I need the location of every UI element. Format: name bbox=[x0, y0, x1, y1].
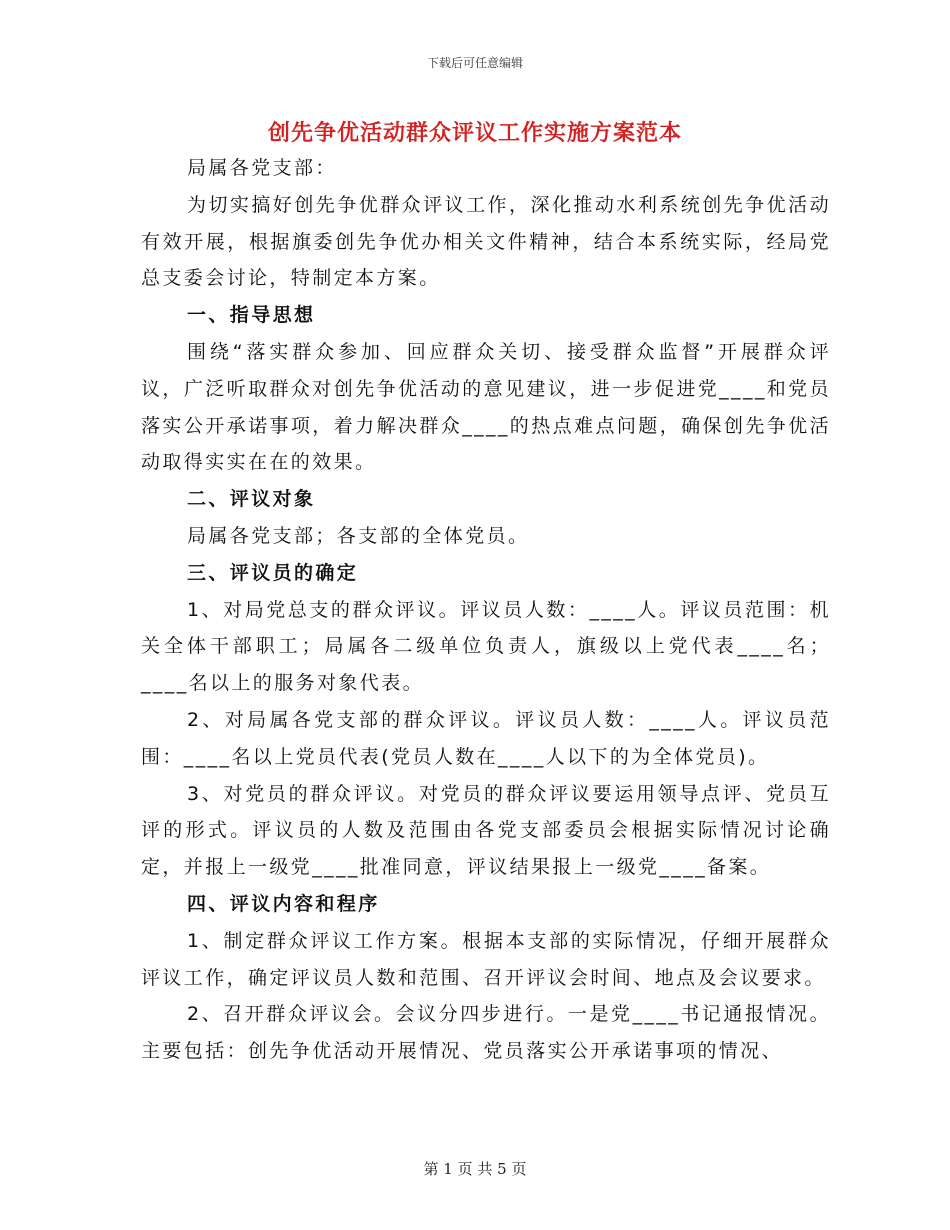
procedure-item-1: 1、制定群众评议工作方案。根据本支部的实际情况，仔细开展群众评议工作，确定评议员人数和范围、召开评议会时间、地点及会议要求。 bbox=[141, 929, 831, 989]
reviewer-item-2: 2、对局属各党支部的群众评议。评议员人数：____人。评议员范围：____名以上党员代表(党员人数在____人以下的为全体党员)。 bbox=[141, 708, 831, 768]
review-targets-paragraph: 局属各党支部；各支部的全体党员。 bbox=[187, 524, 530, 547]
document-title: 创先争优活动群众评议工作实施方案范本 bbox=[267, 121, 682, 146]
procedure-item-2: 2、召开群众评议会。会议分四步进行。一是党____书记通报情况。主要包括：创先争优活动开展情况、党员落实公开承诺事项的情况、 bbox=[141, 1003, 831, 1063]
header-note: 下载后可任意编辑 bbox=[426, 56, 523, 70]
reviewer-item-3: 3、对党员的群众评议。对党员的群众评议要运用领导点评、党员互评的形式。评议员的人数及范围由各党支部委员会根据实际情况讨论确定，并报上一级党____批准同意，评议结果报上一级党____备案。 bbox=[141, 782, 831, 879]
page-number: 第 1 页 共 5 页 bbox=[423, 1160, 527, 1178]
document-body bbox=[141, 150, 831, 1070]
section-heading-guiding-principle: 一、指导思想 bbox=[187, 304, 316, 327]
section-heading-reviewer-selection: 三、评议员的确定 bbox=[187, 561, 359, 584]
section-heading-review-targets: 二、评议对象 bbox=[187, 488, 316, 511]
intro-paragraph: 为切实搞好创先争优群众评议工作，深化推动水利系统创先争优活动有效开展，根据旗委创先争优办相关文件精神，结合本系统实际，经局党总支委会讨论，特制定本方案。 bbox=[141, 193, 831, 290]
guiding-principle-paragraph: 围绕“落实群众参加、回应群众关切、接受群众监督”开展群众评议，广泛听取群众对创先争优活动的意见建议，进一步促进党____和党员落实公开承诺事项，着力解决群众____的热点难点问题，确保创先争优活动取得实实在在的效果。 bbox=[141, 340, 831, 474]
reviewer-item-1: 1、对局党总支的群众评议。评议员人数：____人。评议员范围：机关全体干部职工；局属各二级单位负责人，旗级以上党代表____名；____名以上的服务对象代表。 bbox=[141, 598, 831, 695]
section-heading-review-content: 四、评议内容和程序 bbox=[187, 892, 380, 915]
salutation: 局属各党支部： bbox=[187, 157, 337, 179]
